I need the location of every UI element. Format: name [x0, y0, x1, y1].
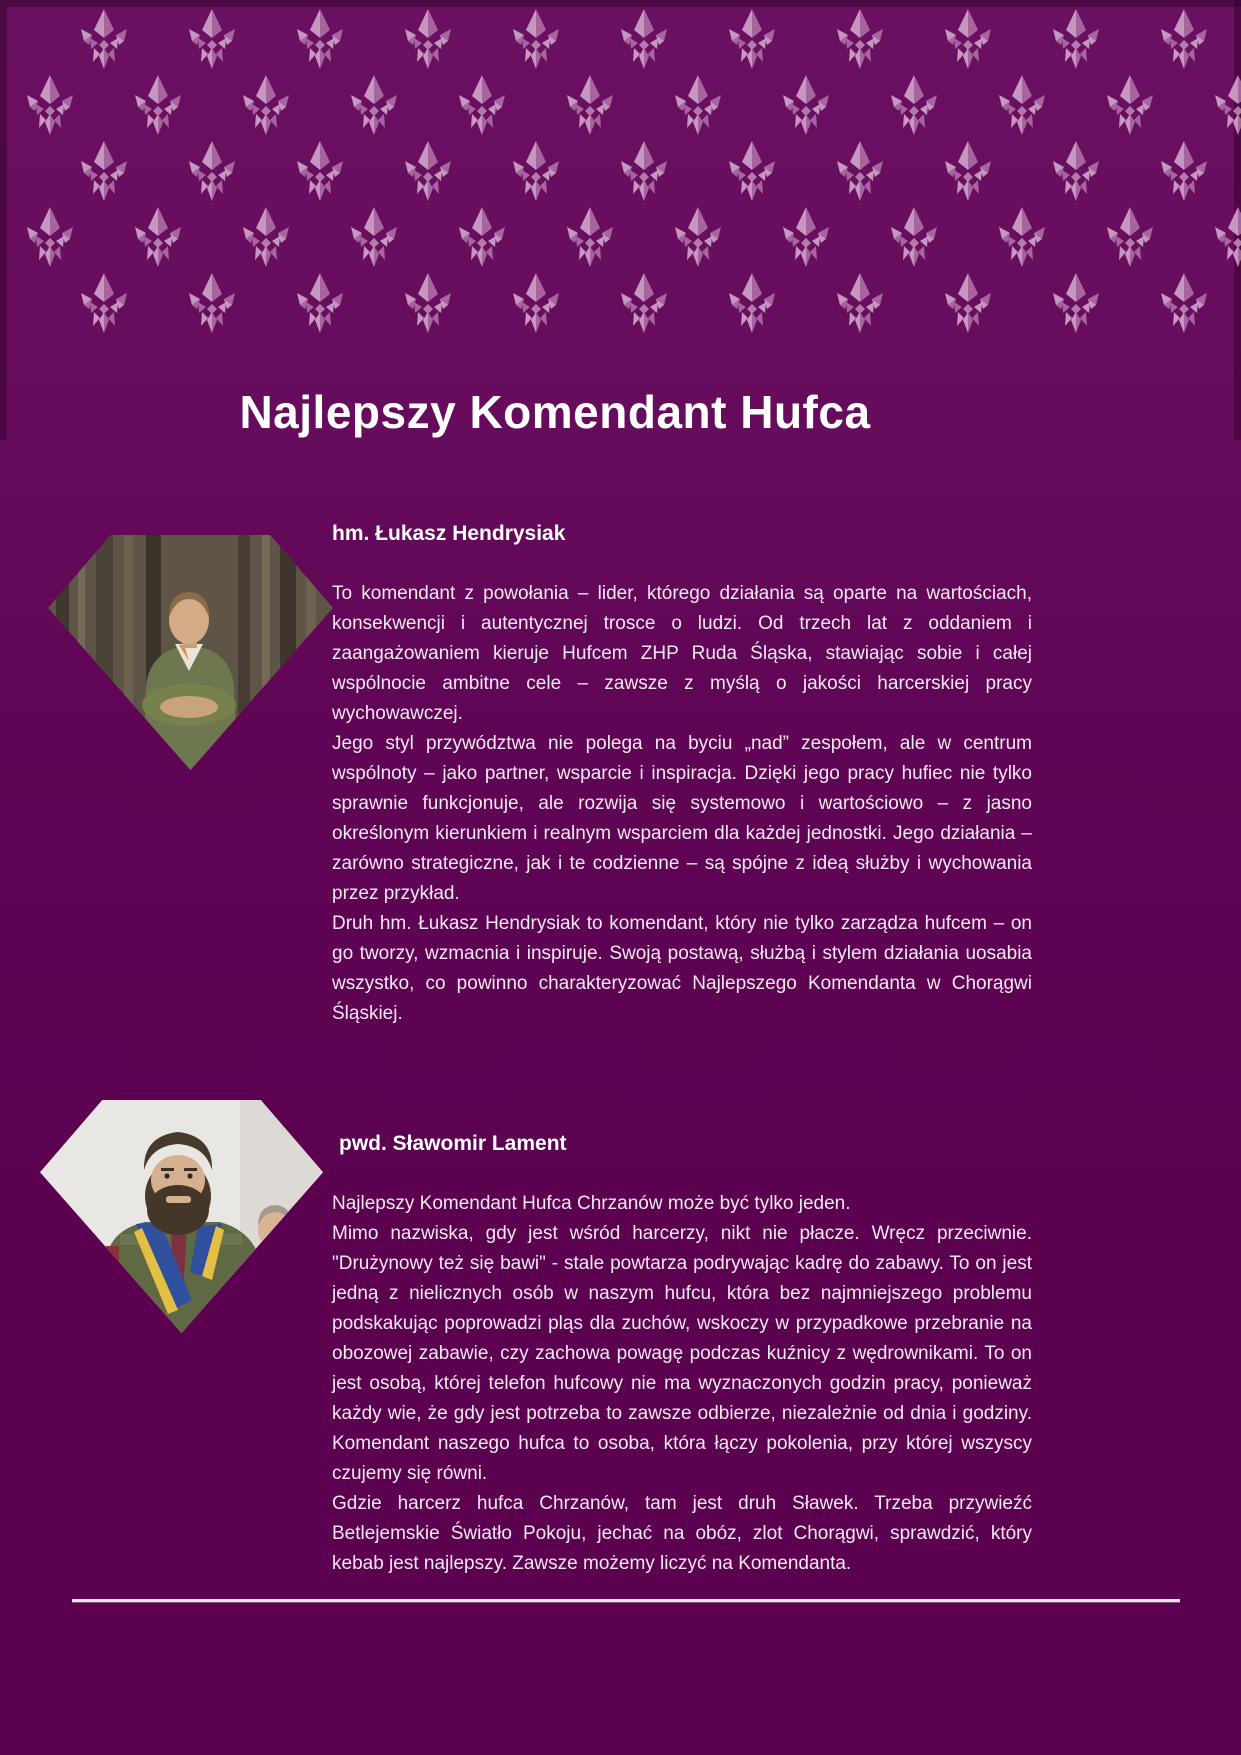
page-title: Najlepszy Komendant Hufca: [239, 386, 871, 438]
profile-paragraph: Druh hm. Łukasz Hendrysiak to komendant, który nie tylko zarządza hufcem – on go tworzy, wzmacnia i inspiruje. Swoją postawą, służbą i stylem działania uosabia wszystko, co powinno charakteryzować Najlepszego Komendanta w Chorągwi Śląskiej.: [332, 913, 1032, 1024]
fleur-de-lis-icon: [783, 75, 829, 135]
header-pattern-band: [0, 0, 1241, 440]
profile-name: hm. Łukasz Hendrysiak: [332, 522, 566, 545]
fleur-de-lis-icon: [81, 273, 127, 333]
photo-illustration-bearded-scout: [40, 1100, 323, 1333]
fleur-de-lis-icon: [81, 141, 127, 201]
profile-photo-lukasz-hendrysiak: [48, 535, 333, 770]
fleur-de-lis-icon: [405, 273, 451, 333]
fleur-de-lis-icon: [1053, 273, 1099, 333]
fleur-de-lis-icon: [999, 207, 1045, 267]
fleur-de-lis-icon: [351, 75, 397, 135]
profile-name: pwd. Sławomir Lament: [339, 1132, 567, 1155]
fleur-de-lis-icon: [945, 9, 991, 69]
fleur-de-lis-icon: [243, 75, 289, 135]
fleur-de-lis-icon: [405, 141, 451, 201]
profile-paragraph: Gdzie harcerz hufca Chrzanów, tam jest druh Sławek. Trzeba przywieźć Betlejemskie Światło Pokoju, jechać na obóz, zlot Chorągwi, sprawdzić, który kebab jest najlepszy. Zawsze możemy liczyć na Komendanta.: [332, 1493, 1032, 1574]
fleur-de-lis-icon: [297, 141, 343, 201]
fleur-de-lis-icon: [135, 75, 181, 135]
fleur-de-lis-icon: [675, 207, 721, 267]
fleur-de-lis-icon: [297, 273, 343, 333]
fleur-de-lis-icon: [1053, 141, 1099, 201]
fleur-de-lis-icon: [783, 207, 829, 267]
fleur-de-lis-icon: [513, 141, 559, 201]
fleur-de-lis-icon: [567, 75, 613, 135]
fleur-de-lis-icon: [513, 273, 559, 333]
profile-section-lukasz-hendrysiak: [332, 521, 1032, 1029]
fleur-de-lis-icon: [945, 141, 991, 201]
fleur-de-lis-icon: [837, 273, 883, 333]
fleur-de-lis-icon: [675, 75, 721, 135]
fleur-de-lis-icon: [1215, 75, 1241, 135]
fleur-de-lis-icon: [729, 141, 775, 201]
profile-section-slawomir-lament: [332, 1131, 1032, 1579]
fleur-de-lis-icon: [891, 207, 937, 267]
fleur-de-lis-icon: [621, 273, 667, 333]
photo-illustration-forest-scout: [48, 535, 333, 770]
fleur-de-lis-icon: [891, 75, 937, 135]
fleur-de-lis-icon: [135, 207, 181, 267]
fleur-de-lis-icon: [351, 207, 397, 267]
fleur-de-lis-icon: [729, 9, 775, 69]
fleur-de-lis-icon: [567, 207, 613, 267]
fleur-de-lis-icon: [189, 9, 235, 69]
fleur-de-lis-icon: [1161, 9, 1207, 69]
fleur-de-lis-icon: [243, 207, 289, 267]
profile-photo-slawomir-lament: [40, 1100, 323, 1333]
fleur-de-lis-icon: [621, 141, 667, 201]
fleur-de-lis-icon: [621, 9, 667, 69]
fleur-de-lis-icon: [81, 9, 127, 69]
footer-divider-line: [72, 1599, 1180, 1603]
fleur-de-lis-icon: [405, 9, 451, 69]
fleur-pattern: [0, 0, 1241, 340]
profile-paragraph: To komendant z powołania – lider, którego działania są oparte na wartościach, konsekwencji i autentycznej trosce o ludzi. Od trzech lat z oddaniem i zaangażowaniem kieruje Hufcem ZHP Ruda Śląska, stawiając sobie i całej wspólnocie ambitne cele – zawsze z myślą o jakości harcerskiej pracy wychowawczej.: [332, 583, 1032, 724]
fleur-de-lis-icon: [1107, 75, 1153, 135]
fleur-de-lis-icon: [1053, 9, 1099, 69]
fleur-de-lis-icon: [27, 207, 73, 267]
fleur-de-lis-icon: [189, 273, 235, 333]
fleur-de-lis-icon: [999, 75, 1045, 135]
profile-paragraph: Jego styl przywództwa nie polega na byciu „nad” zespołem, ale w centrum wspólnoty – jako partner, wsparcie i inspiracja. Dzięki jego pracy hufiec nie tylko sprawnie funkcjonuje, ale rozwija się systemowo i wartościowo – z jasno określonym kierunkiem i realnym wsparciem dla każdej jednostki. Jego działania – zarówno strategiczne, jak i te codzienne – są spójne z ideą służby i wychowania przez przykład.: [332, 733, 1032, 904]
fleur-de-lis-icon: [729, 273, 775, 333]
fleur-de-lis-icon: [297, 9, 343, 69]
profile-paragraph: Mimo nazwiska, gdy jest wśród harcerzy, nikt nie płacze. Wręcz przeciwnie. "Drużynowy też się bawi" - stale powtarza podrywając kadrę do zabawy. To on jest jedną z nielicznych osób w naszym hufcu, która bez najmniejszego problemu podskakując poprowadzi pląs dla zuchów, wskoczy w przypadkowe przebranie na obozowej zabawie, czy zachowa powagę podczas kuźnicy z wędrownikami. To on jest osobą, której telefon hufcowy nie ma wyznaczonych godzin pracy, ponieważ każdy wie, że gdy jest potrzeba to zawsze odbierze, niezależnie od dnia i godziny. Komendant naszego hufca to osoba, która łączy pokolenia, przy której wszyscy czujemy się równi.: [332, 1223, 1032, 1484]
profile-paragraph: Najlepszy Komendant Hufca Chrzanów może być tylko jeden.: [332, 1193, 851, 1214]
fleur-de-lis-icon: [459, 207, 505, 267]
fleur-de-lis-icon: [459, 75, 505, 135]
fleur-de-lis-icon: [837, 9, 883, 69]
fleur-de-lis-icon: [1107, 207, 1153, 267]
fleur-de-lis-icon: [837, 141, 883, 201]
fleur-de-lis-icon: [513, 9, 559, 69]
fleur-de-lis-icon: [1215, 207, 1241, 267]
fleur-de-lis-icon: [27, 75, 73, 135]
fleur-de-lis-icon: [1161, 273, 1207, 333]
fleur-de-lis-icon: [945, 273, 991, 333]
fleur-de-lis-icon: [189, 141, 235, 201]
fleur-de-lis-icon: [1161, 141, 1207, 201]
